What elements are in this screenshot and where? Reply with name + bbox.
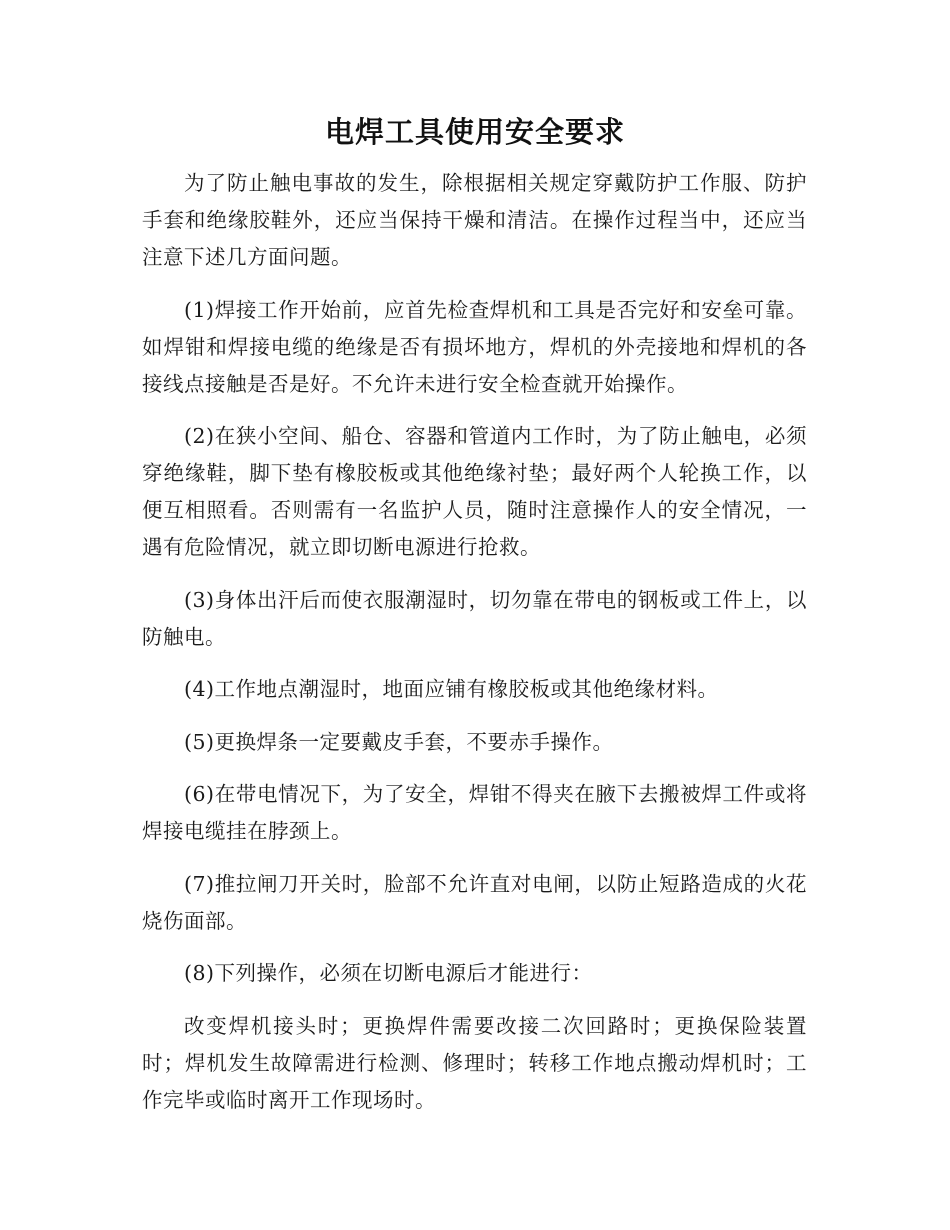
paragraph-item-4: (4)工作地点潮湿时，地面应铺有橡胶板或其他绝缘材料。 (184, 677, 719, 701)
paragraph-item-7: (7)推拉闸刀开关时，脸部不允许直对电闸，以防止短路造成的火花烧伤面部。 (142, 871, 807, 933)
paragraph-item-6: (6)在带电情况下，为了安全，焊钳不得夹在腋下去搬被焊工件或将焊接电缆挂在脖颈上。 (142, 782, 807, 843)
paragraph-item-3: (3)身体出汗后而使衣服潮湿时，切勿靠在带电的钢板或工件上，以防触电。 (142, 587, 807, 649)
paragraph-item-8: (8)下列操作，必须在切断电源后才能进行： (184, 961, 593, 985)
paragraph-item-2: (2)在狭小空间、船仓、容器和管道内工作时，为了防止触电，必须穿绝缘鞋，脚下垫有橡胶板或其他绝缘衬垫；最好两个人轮换工作，以便互相照看。否则需有一名监护人员，随时注意操作人的安全情况，一遇有危险情况，就立即切断电源进行抢救。 (142, 424, 807, 559)
paragraph-item-5: (5)更换焊条一定要戴皮手套，不要赤手操作。 (184, 729, 614, 754)
paragraph-intro: 为了防止触电事故的发生，除根据相关规定穿戴防护工作服、防护手套和绝缘胶鞋外，还应当保持干燥和清洁。在操作过程当中，还应当注意下述几方面问题。 (142, 171, 807, 269)
paragraph-item-1: (1)焊接工作开始前，应首先检查焊机和工具是否完好和安垒可靠。如焊钳和焊接电缆的绝缘是否有损坏地方，焊机的外壳接地和焊机的各接线点接触是否是好。不允许未进行安全检查就开始操作。 (142, 297, 807, 396)
document-title: 电焊工具使用安全要求 (324, 115, 625, 149)
paragraph-item-8-details: 改变焊机接头时；更换焊件需要改接二次回路时；更换保险装置时；焊机发生故障需进行检测、修理时；转移工作地点搬动焊机时；工作完毕或临时离开工作现场时。 (142, 1013, 807, 1112)
document-body (142, 165, 807, 1134)
